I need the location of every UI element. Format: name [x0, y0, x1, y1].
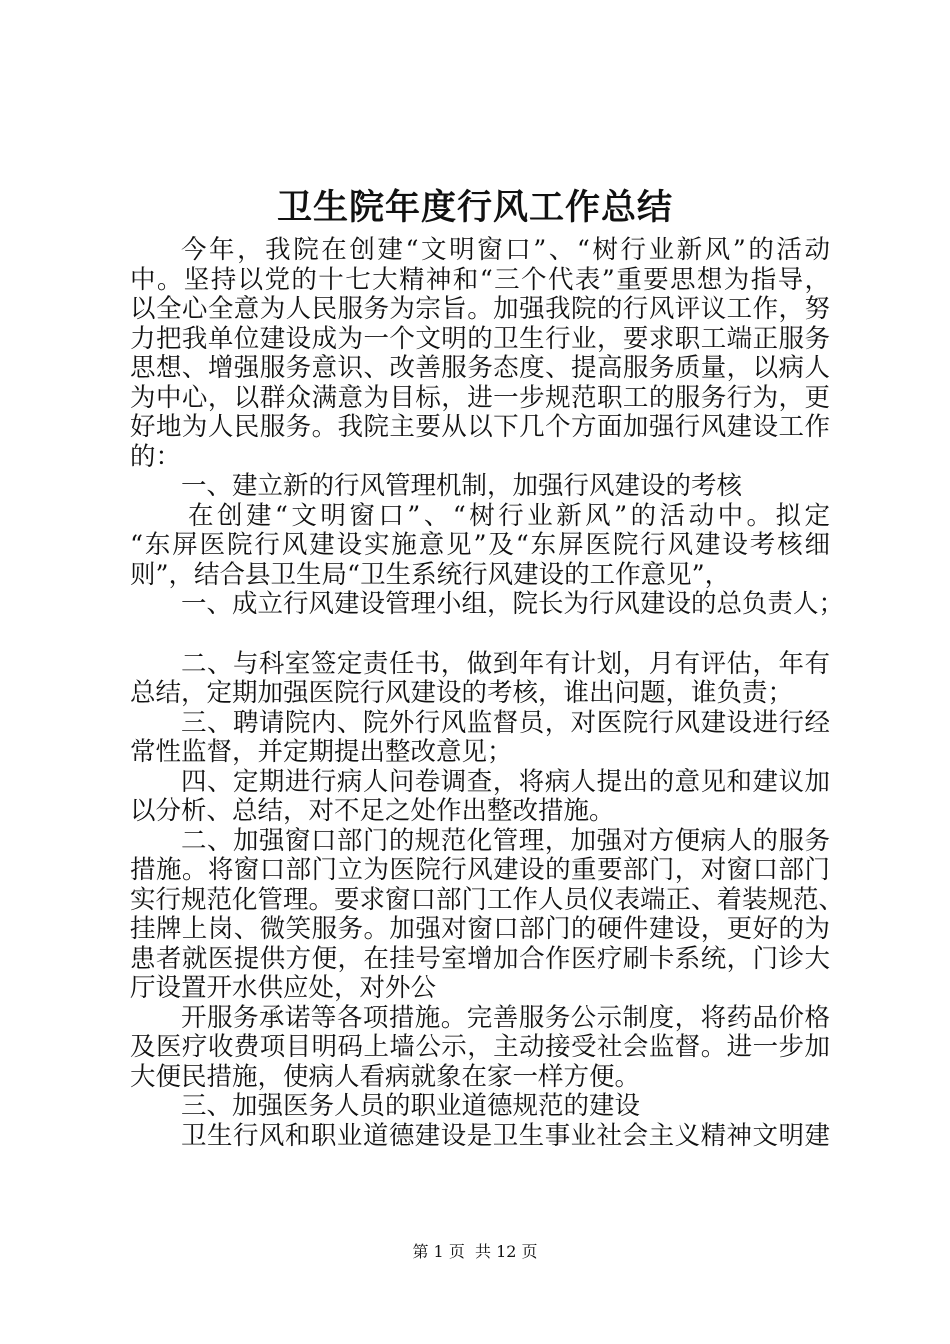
text-line: 实行规范化管理。要求窗口部门工作人员仪表端正、着装规范、 — [130, 884, 845, 915]
text-line: 及医疗收费项目明码上墙公示，主动接受社会监督。进一步加 — [130, 1032, 830, 1062]
text-line: 中。坚持以党的十七大精神和“三个代表”重要思想为指导， — [130, 264, 830, 295]
text-line: 卫生行风和职业道德建设是卫生事业社会主义精神文明建 — [181, 1120, 830, 1151]
document-body — [130, 235, 845, 1151]
section-heading: 一、建立新的行风管理机制，加强行风建设的考核 — [181, 471, 743, 501]
text-line: 以分析、总结，对不足之处作出整改措施。 — [130, 796, 615, 826]
text-line: 总结，定期加强医院行风建设的考核，谁出问题，谁负责； — [130, 678, 794, 708]
document-title: 卫生院年度行风工作总结 — [276, 187, 673, 228]
text-line: 常性监督，并定期提出整改意见； — [130, 737, 513, 767]
text-line: 开服务承诺等各项措施。完善服务公示制度，将药品价格 — [181, 1002, 830, 1033]
text-line: “东屏医院行风建设实施意见”及“东屏医院行风建设考核细 — [130, 530, 830, 560]
section-heading: 二、加强窗口部门的规范化管理，加强对方便病人的服务 — [181, 825, 830, 856]
text-line: 今年，我院在创建“文明窗口”、“树行业新风”的活动 — [181, 235, 830, 265]
text-line: 思想、增强服务意识、改善服务态度、提高服务质量，以病人 — [130, 353, 830, 383]
list-item: 二、与科室签定责任书，做到年有计划，月有评估，年有 — [181, 648, 830, 679]
text-line: 在创建“文明窗口”、“树行业新风”的活动中。拟定 — [188, 500, 830, 531]
text-line: 力把我单位建设成为一个文明的卫生行业，要求职工端正服务 — [130, 323, 830, 354]
page-number: 第 1 页 共 12 页 — [412, 1242, 538, 1261]
list-item: 三、聘请院内、院外行风监督员，对医院行风建设进行经 — [181, 707, 830, 738]
list-item: 一、成立行风建设管理小组，院长为行风建设的总负责人； — [181, 589, 845, 619]
section-heading: 三、加强医务人员的职业道德规范的建设 — [181, 1091, 641, 1121]
text-line: 厅设置开水供应处，对外公 — [130, 973, 437, 1003]
blank-line — [130, 620, 830, 650]
text-line: 为中心，以群众满意为目标，进一步规范职工的服务行为，更 — [130, 382, 830, 413]
text-line: 好地为人民服务。我院主要从以下几个方面加强行风建设工作 — [130, 412, 830, 442]
text-line: 挂牌上岗、微笑服务。加强对窗口部门的硬件建设，更好的为 — [130, 914, 830, 944]
list-item: 四、定期进行病人问卷调查，将病人提出的意见和建议加 — [181, 766, 830, 797]
text-line: 患者就医提供方便，在挂号室增加合作医疗刷卡系统，门诊大 — [130, 943, 830, 974]
text-line: 的： — [130, 441, 182, 472]
text-line: 措施。将窗口部门立为医院行风建设的重要部门，对窗口部门 — [130, 855, 830, 885]
text-line: 大便民措施，使病人看病就象在家一样方便。 — [130, 1061, 641, 1092]
text-line: 则”，结合县卫生局“卫生系统行风建设的工作意见”， — [130, 559, 731, 590]
text-line: 以全心全意为人民服务为宗旨。加强我院的行风评议工作，努 — [130, 294, 830, 324]
